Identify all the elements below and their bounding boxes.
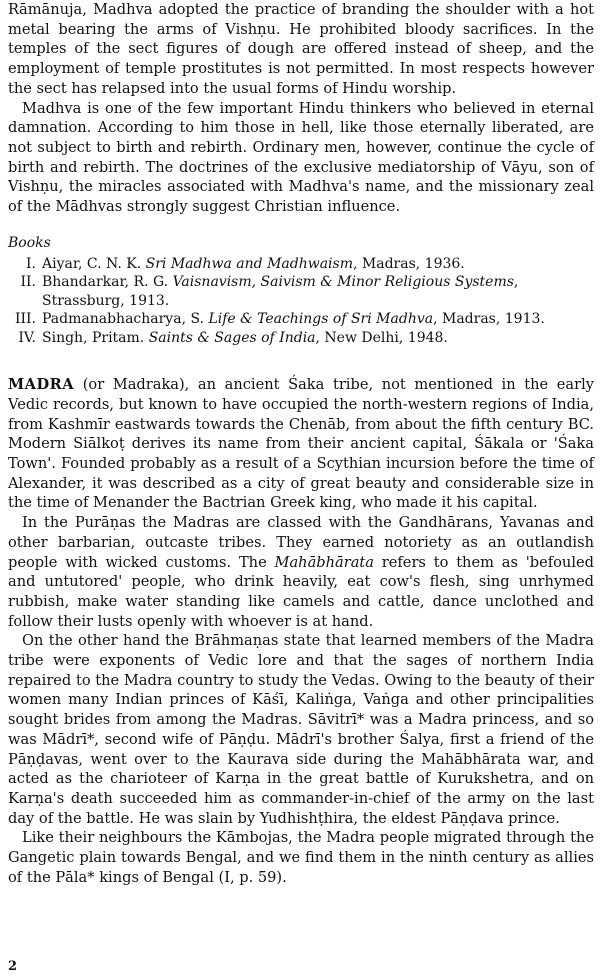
entry-paragraph-1-text: (or Madraka), an ancient Śaka tribe, not mentioned in the early Vedic records, but known to have occupied the north-western regions of India, from Kashmīr eastwards towards the Chenāb, from about the fifth century BC. Modern Siālkoṭ derives its name from their ancient capital, Śākala or 'Śaka Town'. Founded probably as a result of a Scythian incursion before the time of Alexander, it was described as a city of great beauty and considerable size in the time of Menander the Bactrian Greek king, who made it his capital.: [8, 376, 594, 512]
entry-paragraph-2-text-b: refers to them as 'befouled and untutored' people, who drink heavily, eat cow's flesh, sing unrhymed rubbish, make water standing like camels and cattle, dance unclothed and follow their lusts openly with whoever is at hand.: [8, 553, 594, 630]
book-publication: , Strassburg, 1913.: [42, 274, 519, 309]
book-publication: , Madras, 1936.: [353, 255, 465, 272]
book-item: [8, 273, 594, 310]
book-author: Aiyar, C. N. K.: [42, 255, 146, 272]
intro-paragraph-2: Madhva is one of the few important Hindu thinkers who believed in eternal damnation. According to him those in hell, like those eternally liberated, are not subject to birth and rebirth. Ordinary men, however, continue the cycle of birth and rebirth. The doctrines of the exclusive mediatorship of Vāyu, son of Vishṇu, the miracles associated with Madhva's name, and the missionary zeal of the Mādhvas strongly suggest Christian influence.: [8, 99, 594, 216]
entry-headword: MADRA: [8, 376, 75, 394]
book-author: Singh, Pritam.: [42, 329, 149, 346]
book-number: I.: [26, 255, 36, 272]
books-section: [8, 235, 594, 348]
books-list: [8, 255, 594, 348]
book-item: [8, 255, 594, 274]
book-number: II.: [20, 274, 36, 291]
page-number: 2: [8, 959, 18, 974]
entry-paragraph-4: Like their neighbours the Kāmbojas, the Madra people migrated through the Gangetic plain towards Bengal, and we find them in the ninth century as allies of the Pāla* kings of Bengal (I, p. 59).: [8, 829, 594, 886]
book-title: Sri Madhwa and Madhwaism: [145, 255, 353, 272]
book-number: III.: [14, 311, 36, 328]
entry-paragraph-1: [8, 375, 594, 513]
book-publication: , New Delhi, 1948.: [315, 329, 448, 346]
book-item: [8, 329, 594, 348]
book-title: Saints & Sages of India: [148, 329, 316, 346]
book-number: IV.: [18, 329, 36, 346]
entry-paragraph-2-text-a: In the Purāṇas the Madras are classed with the Gandhārans, Yavanas and other barbarian, outcaste tribes. They earned notoriety as an outlandish people with wicked customs. The: [8, 514, 594, 571]
books-heading: Books: [8, 234, 51, 251]
book-item: [8, 310, 594, 329]
book-publication: , Madras, 1913.: [433, 311, 545, 328]
book-title: Vaisnavism, Saivism & Minor Religious Systems: [172, 274, 514, 291]
entry-paragraph-3: On the other hand the Brāhmaṇas state that learned members of the Madra tribe were exponents of Vedic lore and that the sages of northern India repaired to the Madra country to study the Vedas. Owing to the beauty of their women many Indian princes of Kāśī, Kaliṅga, Vaṅga and other principalities sought brides from among the Madras. Sāvitrī* was a Madra princess, and so was Mādrī*, second wife of Pāṇḍu. Mādrī's brother Śalya, first a friend of the Pāṇḍavas, went over to the Kaurava side during the Mahābhārata war, and acted as the charioteer of Karṇa in the great battle of Kurukshetra, and on Karṇa's death succeeded him as commander-in-chief of the army on the last day of the battle. He was slain by Yudhishṭhira, the eldest Pāṇḍava prince.: [8, 632, 594, 827]
book-author: Padmanabhacharya, S.: [42, 311, 209, 328]
entry-paragraph-2: [8, 513, 594, 631]
madra-entry: [8, 375, 594, 887]
intro-paragraph-1: Rāmānuja, Madhva adopted the practice of branding the shoulder with a hot metal bearing the arms of Vishṇu. He prohibited bloody sacrifices. In the temples of the sect figures of dough are offered instead of sheep, and the employment of temple prostitutes is not permitted. In most respects however the sect has relapsed into the usual forms of Hindu worship.: [8, 1, 594, 97]
mahabharata-title: Mahābhārata: [274, 553, 374, 571]
book-title: Life & Teachings of Sri Madhva: [208, 311, 434, 328]
book-author: Bhandarkar, R. G.: [42, 274, 173, 291]
